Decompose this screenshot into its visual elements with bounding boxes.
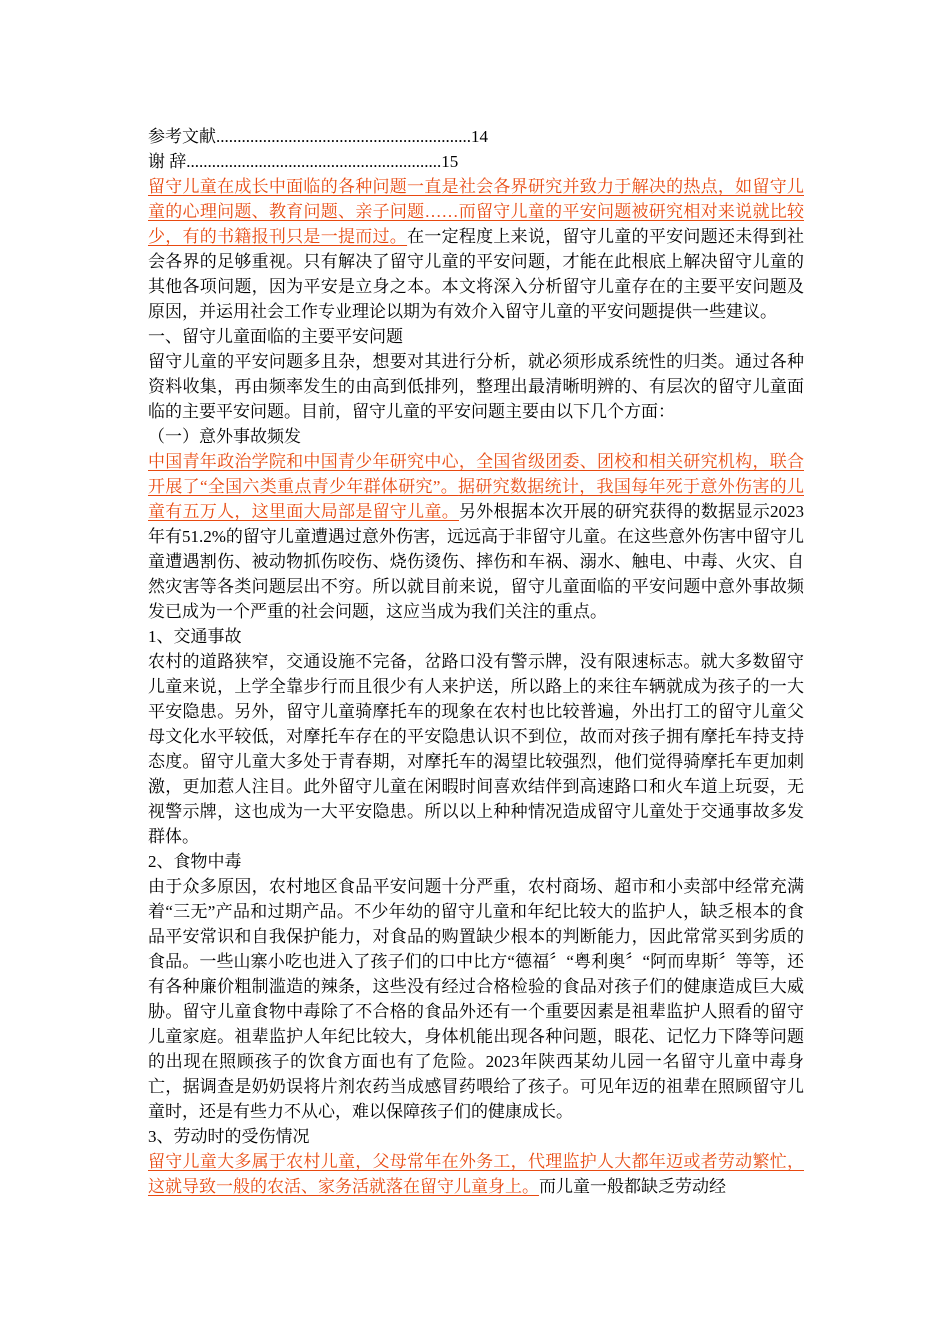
- text-run: 另外根据本次开展的研究获得的数据显示2023年有51.2%的留守儿童遭遇过意外伤害，远远高于非留守儿童。在这些意外伤害中留守儿童遭遇割伤、被动物抓伤咬伤、烧伤烫伤、摔伤和车祸、溺水、触电、中毒、火灾、自然灾害等各类问题层出不穷。所以就目前来说，留守儿童面临的平安问题中意外事故频发已成为一个严重的社会问题，这应当成为我们关注的重点。: [148, 502, 804, 621]
- subsection-heading-accidents: [148, 424, 804, 449]
- item-heading-food-poisoning: [148, 849, 804, 874]
- toc-entry-references: [148, 124, 804, 149]
- food-poisoning-paragraph: [148, 874, 804, 1124]
- item-heading-labor-injuries: [148, 1124, 804, 1149]
- section-heading-main-problems: [148, 324, 804, 349]
- highlighted-text-run: 留守儿童大多属于农村儿童，父母常年在外务工，代理监护人大都年迈或者劳动繁忙，这就导致一般的农活、家务活就落在留守儿童身上。: [148, 1152, 804, 1196]
- text-run: 由于众多原因，农村地区食品平安问题十分严重，农村商场、超市和小卖部中经常充满着“三无”产品和过期产品。不少年幼的留守儿童和年纪比较大的监护人，缺乏根本的食品平安常识和自我保护能力，对食品的购置缺少根本的判断能力，因此常常买到劣质的食品。一些山寨小吃也进入了孩子们的口中比方“德福〞“粤利奥〞“阿而卑斯〞等等，还有各种廉价粗制滥造的辣条，这些没有经过合格检验的食品对孩子们的健康造成巨大威胁。留守儿童食物中毒除了不合格的食品外还有一个重要因素是祖辈监护人照看的留守儿童家庭。祖辈监护人年纪比较大，身体机能出现各种问题，眼花、记忆力下降等问题的出现在照顾孩子的饮食方面也有了危险。2023年陕西某幼儿园一名留守儿童中毒身亡，据调查是奶奶误将片剂农药当成感冒药喂给了孩子。可见年迈的祖辈在照顾留守儿童时，还是有些力不从心，难以保障孩子们的健康成长。: [148, 877, 804, 1121]
- text-run: 而儿童一般都缺乏劳动经: [539, 1177, 726, 1196]
- document-page: [148, 124, 804, 1199]
- text-run: 一、留守儿童面临的主要平安问题: [148, 327, 403, 346]
- item-heading-traffic-accidents: [148, 624, 804, 649]
- traffic-accidents-paragraph: [148, 649, 804, 849]
- text-run: 参考文献............................................................14: [148, 127, 488, 146]
- text-run: （一）意外事故频发: [148, 427, 301, 446]
- text-run: 在一定程度上来说，留守儿童的平安问题还未得到社会各界的足够重视。只有解决了留守儿童的平安问题，才能在此根底上解决留守儿童的其他各项问题，因为平安是立身之本。本文将深入分析留守儿童存在的主要平安问题及原因，并运用社会工作专业理论以期为有效介入留守儿童的平安问题提供一些建议。: [148, 227, 805, 321]
- highlighted-text-run: 中国青年政治学院和中国青少年研究中心，全国省级团委、团校和相关研究机构，联合开展了“全国六类重点青少年群体研究”。: [148, 452, 804, 496]
- highlighted-text-run: 据研究数据统计，我国每年死于意外伤害的儿童有五万人，这里面大局部是留守儿童。: [148, 477, 804, 521]
- text-run: 谢 辞............................................................15: [148, 152, 459, 171]
- labor-injuries-paragraph: [148, 1149, 804, 1199]
- highlighted-text-run: 留守儿童在成长中面临的各种问题一直是社会各界研究并致力于解决的热点，如留守儿童的心理问题、教育问题、亲子问题……而留守儿童的平安问题被研究相对来说就比较少，有的书籍报刊只是一提而过。: [148, 177, 804, 246]
- accidents-paragraph: [148, 449, 804, 624]
- text-run: 留守儿童的平安问题多且杂，想要对其进行分析，就必须形成系统性的归类。通过各种资料收集，再由频率发生的由高到低排列，整理出最清晰明辨的、有层次的留守儿童面临的主要平安问题。目前，留守儿童的平安问题主要由以下几个方面：: [148, 352, 804, 421]
- text-run: 农村的道路狭窄，交通设施不完备，岔路口没有警示牌，没有限速标志。就大多数留守儿童来说，上学全靠步行而且很少有人来护送，所以路上的来往车辆就成为孩子的一大平安隐患。另外，留守儿童骑摩托车的现象在农村也比较普遍，外出打工的留守儿童父母文化水平较低，对摩托车存在的平安隐患认识不到位，故而对孩子拥有摩托车持支持态度。留守儿童大多处于青春期，对摩托车的渴望比较强烈，他们觉得骑摩托车更加刺激，更加惹人注目。此外留守儿童在闲暇时间喜欢结伴到高速路口和火车道上玩耍，无视警示牌，这也成为一大平安隐患。所以以上种种情况造成留守儿童处于交通事故多发群体。: [148, 652, 804, 846]
- text-run: 3、劳动时的受伤情况: [148, 1127, 310, 1146]
- toc-entry-acknowledgements: [148, 149, 804, 174]
- text-run: 2、食物中毒: [148, 852, 242, 871]
- section-intro-paragraph: [148, 349, 804, 424]
- text-run: 1、交通事故: [148, 627, 242, 646]
- intro-paragraph: [148, 174, 804, 324]
